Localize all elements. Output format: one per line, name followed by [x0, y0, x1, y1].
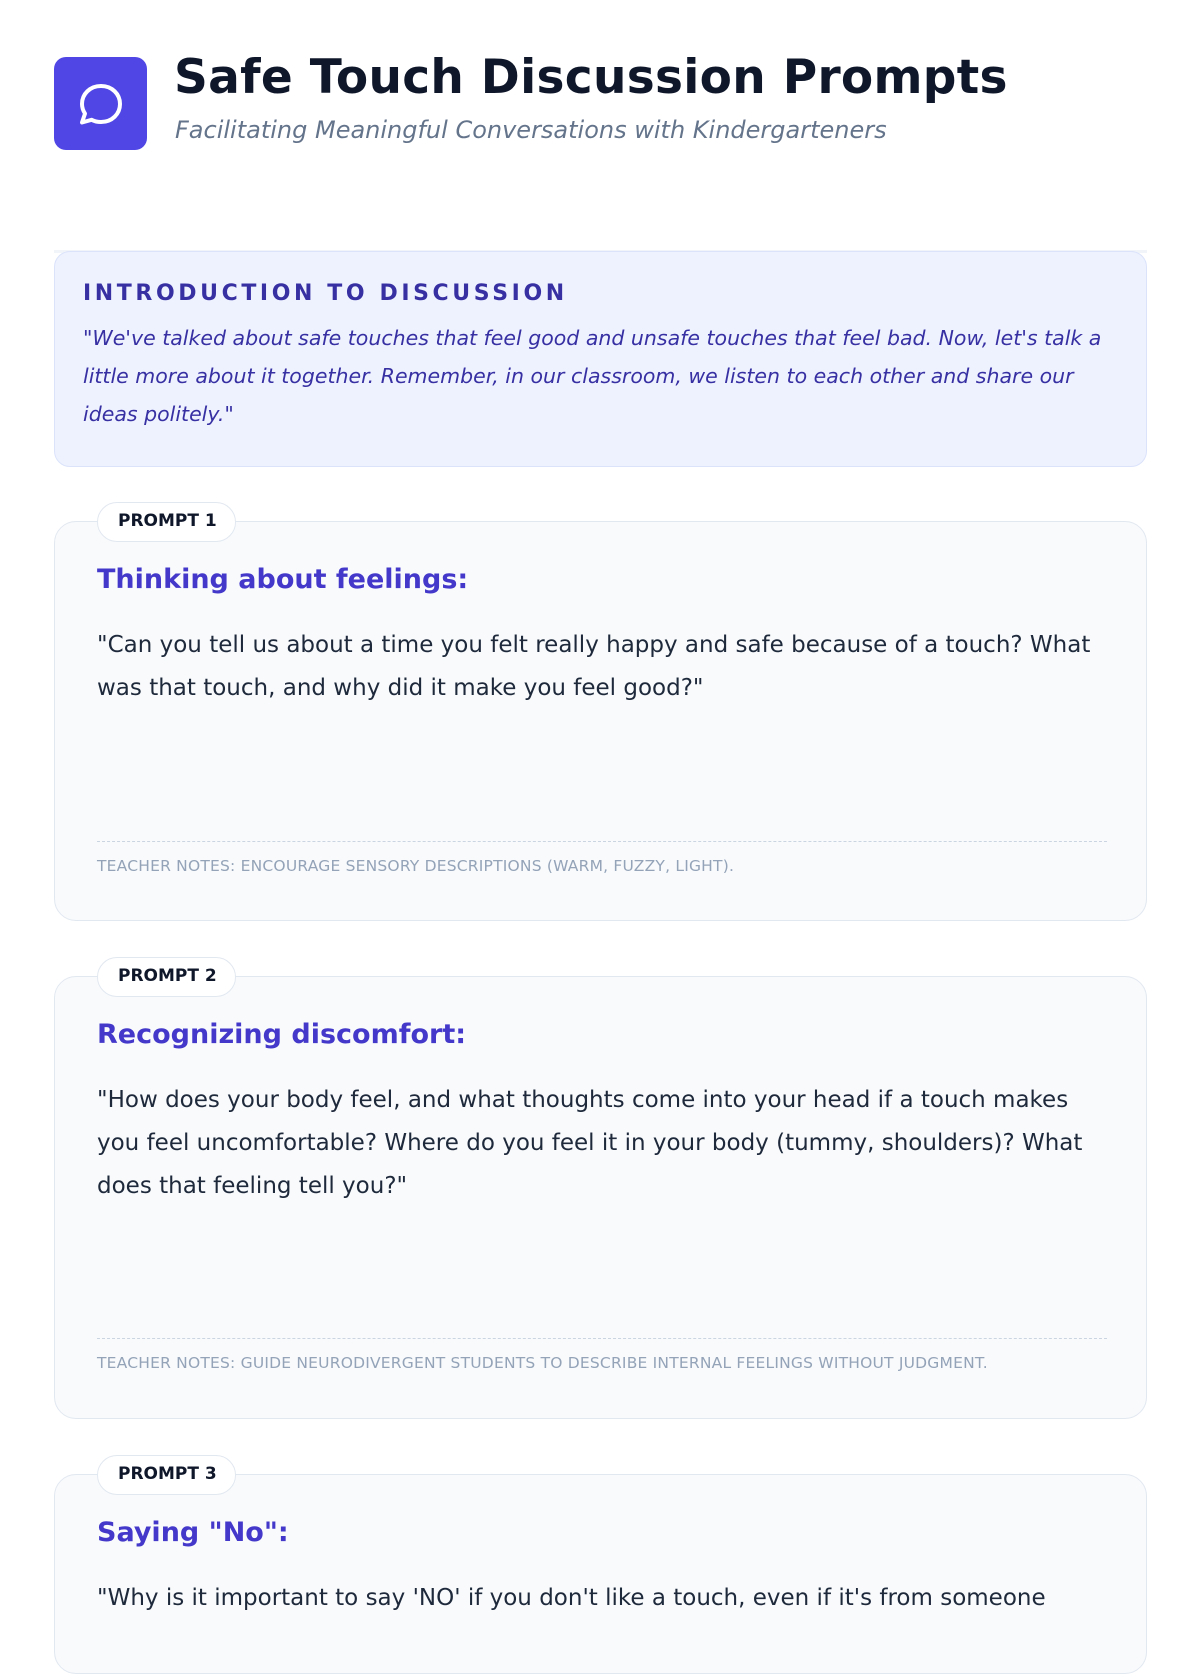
prompt-card	[54, 511, 1147, 921]
prompt-badge: PROMPT 1	[97, 502, 236, 542]
prompt-text: "Why is it important to say 'NO' if you don't like a touch, even if it's from someone	[97, 1585, 1046, 1611]
page-subtitle: Facilitating Meaningful Conversations with Kindergarteners	[175, 116, 887, 144]
prompt-text: "How does your body feel, and what thoughts come into your head if a touch makes you feel uncomfortable? Where do you feel it in your body (tummy, shoulders)? What does that feeling tell you?"	[97, 1087, 1083, 1199]
prompt-badge: PROMPT 3	[97, 1455, 236, 1495]
intro-text: "We've talked about safe touches that feel good and unsafe touches that feel bad. Now, let's talk a little more about it together. Remember, in our classroom, we listen to each other and share our ideas politely."	[83, 326, 1102, 426]
prompt-heading: Thinking about feelings:	[97, 564, 469, 595]
intro-title: INTRODUCTION TO DISCUSSION	[83, 281, 568, 306]
chat-bubble-icon	[54, 57, 147, 150]
notes-divider	[97, 841, 1107, 842]
prompt-card	[54, 1464, 1147, 1674]
page-title: Safe Touch Discussion Prompts	[174, 50, 1008, 105]
intro-box	[54, 251, 1147, 467]
teacher-notes: TEACHER NOTES: ENCOURAGE SENSORY DESCRIPTIONS (WARM, FUZZY, LIGHT).	[97, 857, 735, 875]
prompt-text: "Can you tell us about a time you felt really happy and safe because of a touch? What was that touch, and why did it make you feel good?"	[97, 632, 1091, 701]
page-header	[54, 50, 1147, 196]
prompt-heading: Saying "No":	[97, 1517, 289, 1548]
notes-divider	[97, 1338, 1107, 1339]
teacher-notes: TEACHER NOTES: GUIDE NEURODIVERGENT STUDENTS TO DESCRIBE INTERNAL FEELINGS WITHOUT JUDGMENT.	[97, 1354, 988, 1372]
prompt-heading: Recognizing discomfort:	[97, 1019, 467, 1050]
prompt-card	[54, 966, 1147, 1419]
prompt-badge: PROMPT 2	[97, 957, 236, 997]
